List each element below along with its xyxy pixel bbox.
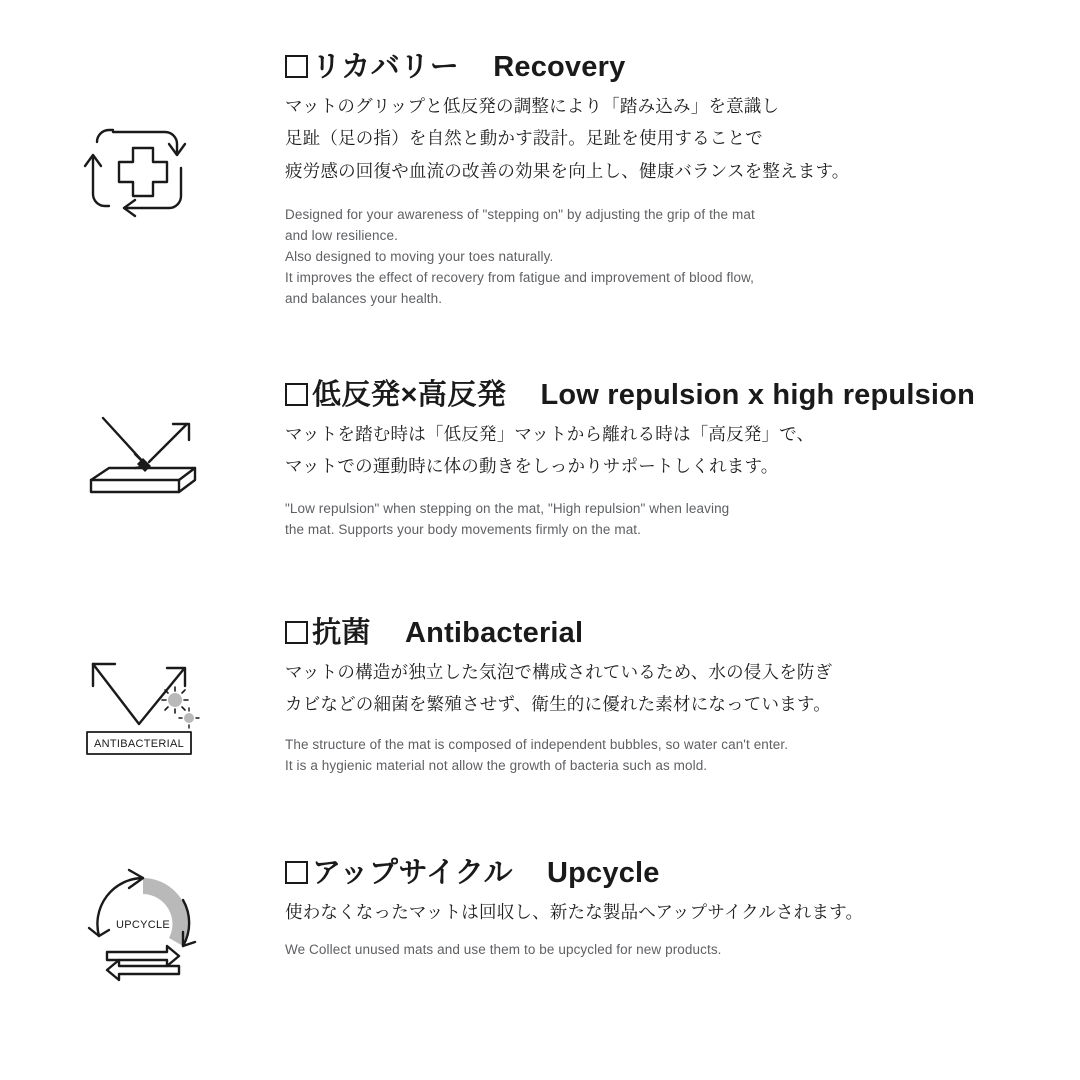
feature-body-en-line: Also designed to moving your toes naturally. <box>285 248 554 264</box>
feature-body-en-line: Designed for your awareness of "stepping on" by adjusting the grip of the mat <box>285 207 755 223</box>
feature-body-en <box>285 205 1040 310</box>
feature-text-container <box>285 380 1080 540</box>
feature-body-ja-line: マットでの運動時に体の動きをしっかりサポートしくれます。 <box>285 456 779 477</box>
feature-item-antibacterial <box>0 618 1080 776</box>
feature-body-ja <box>285 418 1040 483</box>
feature-heading-en: Upcycle <box>547 857 660 889</box>
feature-body-en-line: the mat. Supports your body movements firmly on the mat. <box>285 521 641 537</box>
feature-icon-container <box>0 52 285 230</box>
feature-text-container <box>285 858 1080 961</box>
upcycle-arrows-icon <box>83 866 203 986</box>
checkbox-square-icon <box>285 383 308 406</box>
feature-text-container <box>285 618 1080 776</box>
feature-heading <box>285 858 1040 890</box>
low-high-repulsion-arrow-icon <box>83 398 203 518</box>
feature-item-repulsion <box>0 380 1080 540</box>
feature-heading-en: Low repulsion x high repulsion <box>540 379 976 411</box>
feature-body-ja <box>285 896 1040 928</box>
feature-item-recovery <box>0 52 1080 310</box>
feature-body-en-line: The structure of the mat is composed of independent bubbles, so water can't enter. <box>285 736 789 752</box>
feature-body-ja-line: 足趾（足の指）を自然と動かす設計。足趾を使用することで <box>285 128 763 149</box>
feature-heading-ja: リカバリー <box>312 51 460 83</box>
feature-item-upcycle <box>0 858 1080 986</box>
feature-heading <box>285 618 1040 650</box>
feature-body-en-line: "Low repulsion" when stepping on the mat, "High repulsion" when leaving <box>285 500 730 516</box>
feature-icon-container <box>0 380 285 518</box>
feature-heading <box>285 380 1040 412</box>
feature-body-en-line: It improves the effect of recovery from fatigue and improvement of blood flow, <box>285 269 755 285</box>
feature-body-en-line: We Collect unused mats and use them to be upcycled for new products. <box>285 942 722 958</box>
feature-body-en-line: and balances your health. <box>285 290 443 306</box>
feature-heading <box>285 52 1040 84</box>
feature-heading-ja: 低反発×高反発 <box>312 379 507 411</box>
feature-body-ja <box>285 90 1040 187</box>
feature-body-ja-line: カビなどの細菌を繁殖させず、衛生的に優れた素材になっています。 <box>285 694 831 715</box>
feature-body-en-line: and low resilience. <box>285 227 398 243</box>
feature-body-ja-line: 疲労感の回復や血流の改善の効果を向上し、健康バランスを整えます。 <box>285 160 850 181</box>
feature-body-en <box>285 940 1040 961</box>
recovery-cycle-cross-icon <box>83 110 203 230</box>
icon-caption: UPCYCLE <box>115 919 170 931</box>
feature-heading-en: Antibacterial <box>405 617 584 649</box>
feature-icon-container <box>0 618 285 766</box>
feature-body-en-line: It is a hygienic material not allow the growth of bacteria such as mold. <box>285 757 708 773</box>
feature-body-ja-line: マットを踏む時は「低反発」マットから離れる時は「高反発」で、 <box>285 423 815 444</box>
feature-body-en <box>285 499 1040 541</box>
feature-heading-ja: 抗菌 <box>312 617 372 649</box>
feature-body-ja-line: マットのグリップと低反発の調整により「踏み込み」を意識し <box>285 95 780 116</box>
feature-heading-ja: アップサイクル <box>312 857 513 889</box>
feature-body-ja-line: マットの構造が独立した気泡で構成されているため、水の侵入を防ぎ <box>285 661 833 682</box>
feature-body-ja-line: 使わなくなったマットは回収し、新たな製品へアップサイクルされます。 <box>285 901 864 922</box>
icon-caption: ANTIBACTERIAL <box>93 738 184 750</box>
checkbox-square-icon <box>285 621 308 644</box>
checkbox-square-icon <box>285 861 308 884</box>
feature-icon-container <box>0 858 285 986</box>
feature-body-ja <box>285 656 1040 721</box>
checkbox-square-icon <box>285 55 308 78</box>
feature-body-en <box>285 735 1040 777</box>
feature-heading-en: Recovery <box>493 51 626 83</box>
feature-text-container <box>285 52 1080 310</box>
antibacterial-arrow-germ-icon <box>83 646 203 766</box>
